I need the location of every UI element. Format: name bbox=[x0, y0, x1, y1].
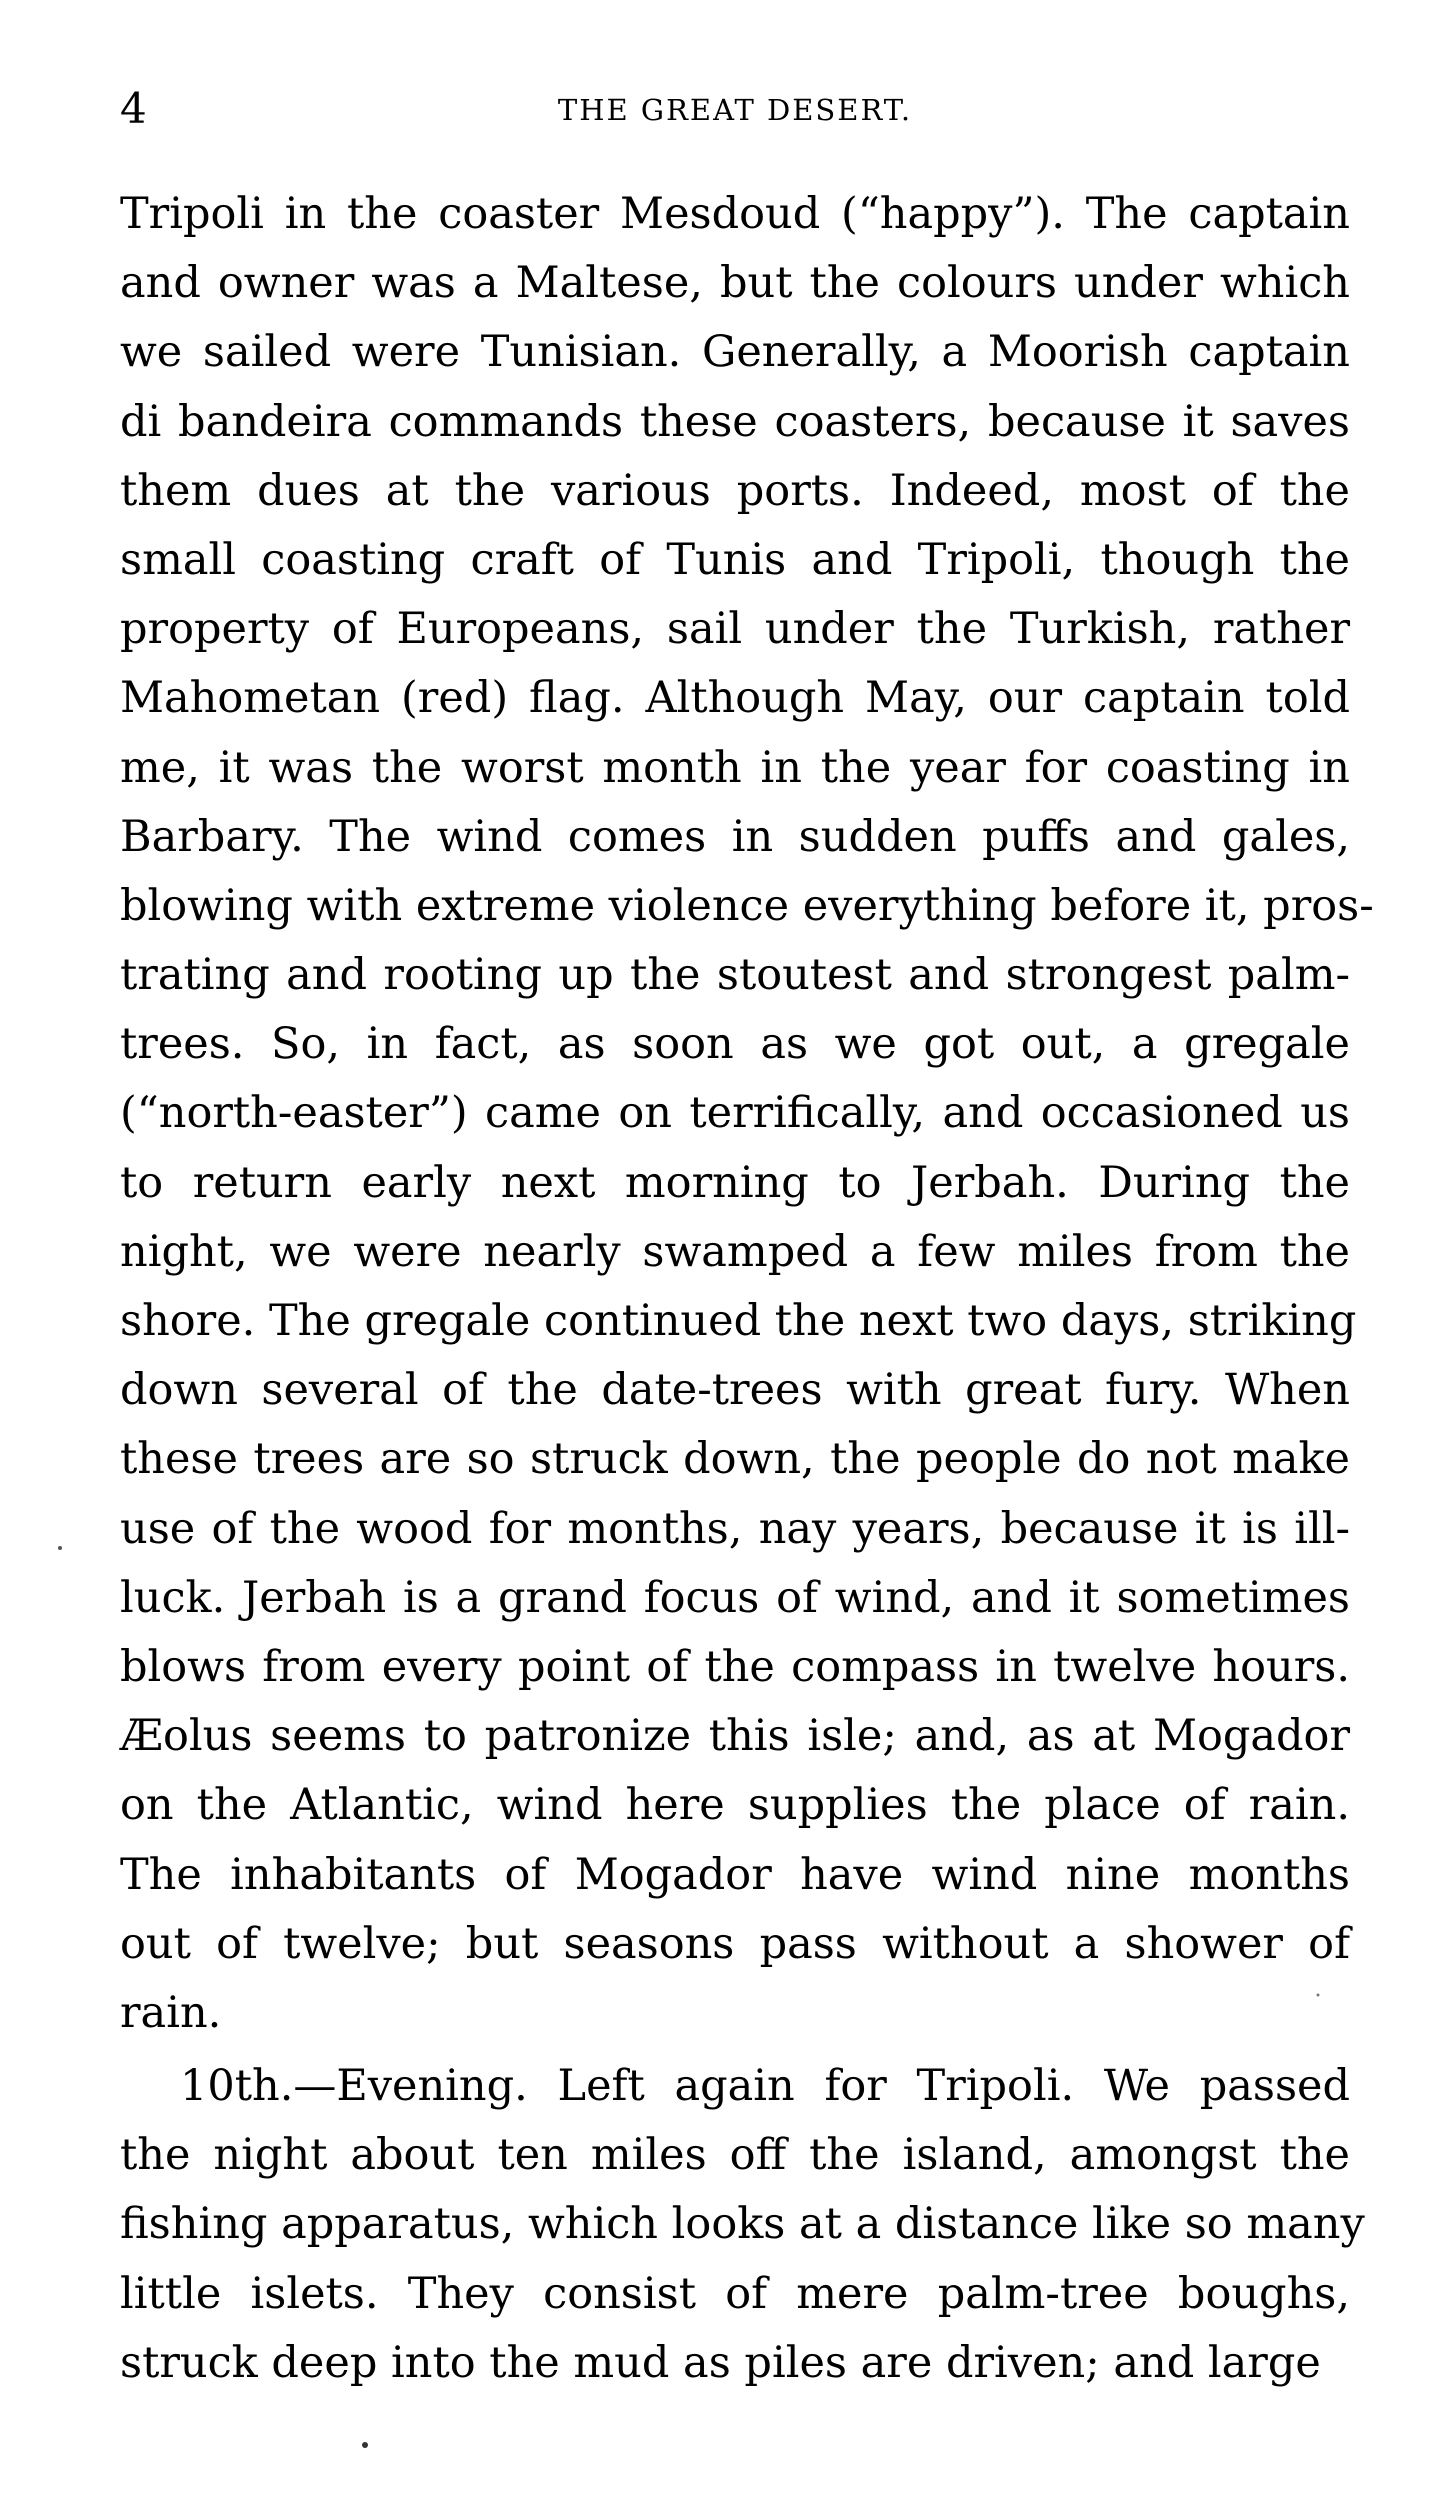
text-line: out of twelve; but seasons pass without a shower of bbox=[120, 1918, 1350, 1969]
text-line: use of the wood for months, nay years, because it is ill- bbox=[120, 1503, 1350, 1554]
text-line: the night about ten miles off the island, amongst the bbox=[120, 2130, 1350, 2181]
text-line: The inhabitants of Mogador have wind nine months bbox=[120, 1849, 1350, 1900]
text-line: little islets. They consist of mere palm-tree boughs, bbox=[120, 2268, 1350, 2319]
text-line: property of Europeans, sail under the Turkish, rather bbox=[120, 604, 1350, 655]
text-line: fishing apparatus, which looks at a distance like so many bbox=[120, 2199, 1365, 2250]
text-line: blows from every point of the compass in twelve hours. bbox=[120, 1641, 1350, 1692]
text-line: blowing with extreme violence everything before it, pros- bbox=[120, 880, 1374, 931]
text-line: them dues at the various ports. Indeed, most of the bbox=[120, 465, 1350, 516]
ink-speck bbox=[1317, 1994, 1320, 1997]
text-line: shore. The gregale continued the next two days, striking bbox=[120, 1296, 1357, 1346]
running-head: THE GREAT DESERT. bbox=[557, 93, 913, 127]
paragraph-end-line: rain. bbox=[120, 1987, 222, 2038]
text-line: struck deep into the mud as piles are driven; and large bbox=[120, 2337, 1321, 2388]
text-line: me, it was the worst month in the year for coasting in bbox=[120, 742, 1350, 793]
text-line: Tripoli in the coaster Mesdoud (“happy”). The captain bbox=[120, 189, 1350, 239]
text-line: di bandeira commands these coasters, because it saves bbox=[120, 396, 1350, 447]
text-line: to return early next morning to Jerbah. During the bbox=[120, 1157, 1350, 1208]
text-line: Mahometan (red) flag. Although May, our captain told bbox=[120, 673, 1350, 724]
paragraph-start-line: 10th.—Evening. Left again for Tripoli. We passed bbox=[180, 2061, 1350, 2112]
text-line: on the Atlantic, wind here supplies the place of rain. bbox=[120, 1780, 1350, 1831]
text-line: Barbary. The wind comes in sudden puffs and gales, bbox=[120, 811, 1350, 862]
text-line: these trees are so struck down, the people do not make bbox=[120, 1434, 1350, 1485]
ink-speck bbox=[58, 1546, 62, 1550]
text-line: small coasting craft of Tunis and Tripoli, though the bbox=[120, 534, 1350, 585]
text-line: down several of the date-trees with great fury. When bbox=[120, 1365, 1350, 1416]
text-line: trees. So, in fact, as soon as we got out, a gregale bbox=[120, 1019, 1350, 1070]
ink-speck bbox=[362, 2442, 368, 2448]
text-line: luck. Jerbah is a grand focus of wind, and it sometimes bbox=[120, 1572, 1350, 1623]
text-line: trating and rooting up the stoutest and strongest palm- bbox=[120, 950, 1350, 1001]
text-line: (“north-easter”) came on terrifically, and occasioned us bbox=[120, 1088, 1350, 1139]
text-line: and owner was a Maltese, but the colours under which bbox=[120, 258, 1350, 309]
text-line: Æolus seems to patronize this isle; and, as at Mogador bbox=[120, 1711, 1350, 1762]
text-line: we sailed were Tunisian. Generally, a Moorish captain bbox=[120, 327, 1350, 378]
text-line: night, we were nearly swamped a few miles from the bbox=[120, 1226, 1350, 1277]
page-number: 4 bbox=[120, 84, 147, 133]
